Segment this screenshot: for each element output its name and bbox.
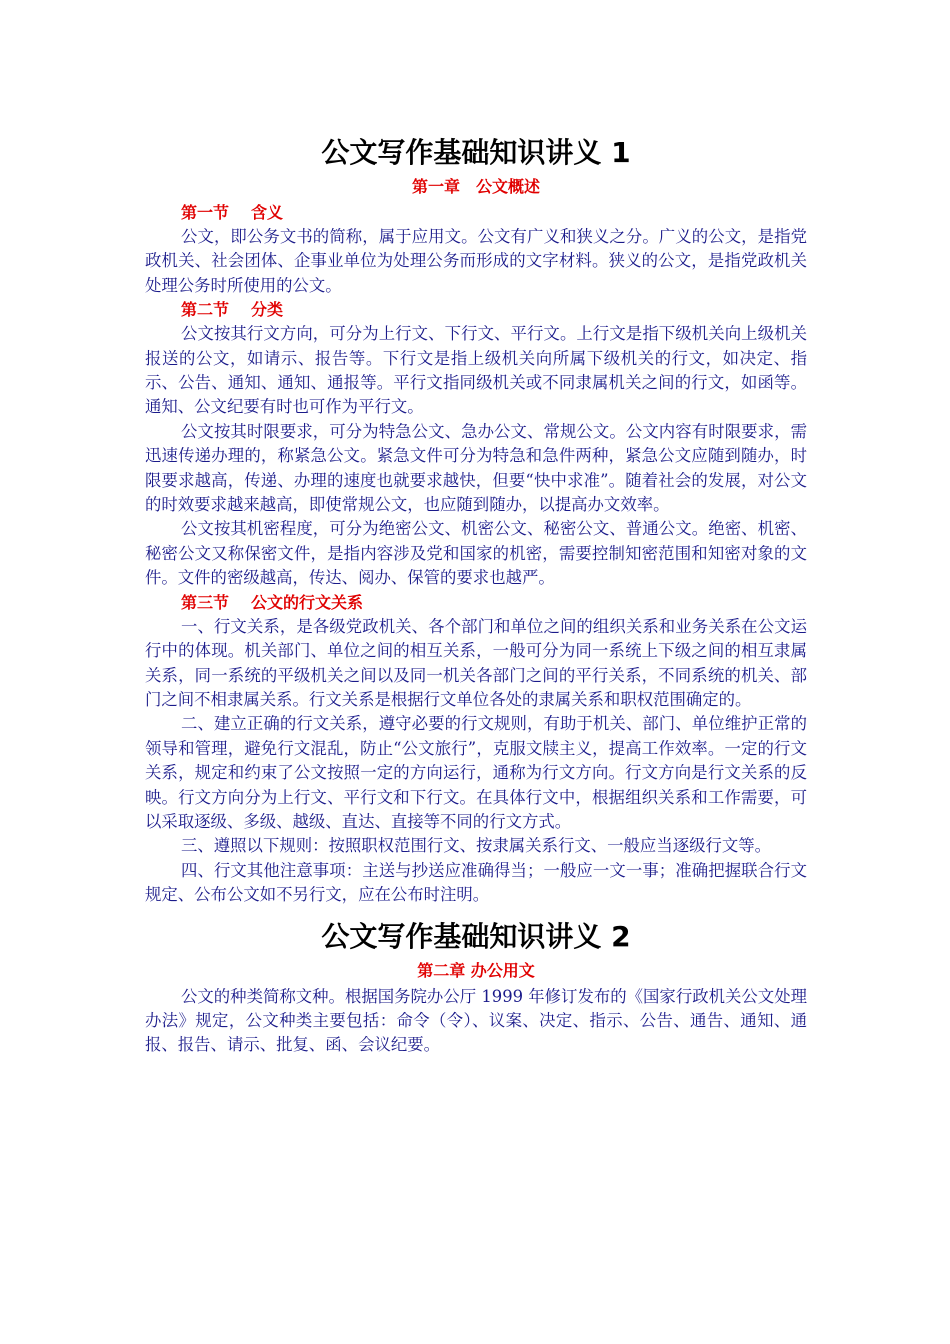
paragraph: 三、遵照以下规则：按照职权范围行文、按隶属关系行文、一般应当逐级行文等。 <box>181 836 772 856</box>
paragraph: 公文，即公务文书的简称，属于应用文。公文有广义和狭义之分。广义的公文，是指党政机关、社会团体、企事业单位为处理公务而形成的文字材料。狭义的公文，是指党政机关处理公务时所使用的公文。 <box>145 227 807 295</box>
paragraph: 公文按其时限要求，可分为特急公文、急办公文、常规公文。公文内容有时限要求，需迅速传递办理的，称紧急公文。紧急文件可分为特急和急件两种，紧急公文应随到随办，时限要求越高，传递、办理的速度也就要求越快，但要“快中求准”。随着社会的发展，对公文的时效要求越来越高，即使常规公文，也应随到随办，以提高办文效率。 <box>145 421 807 515</box>
paragraph: 公文的种类简称文种。根据国务院办公厅 1999 年修订发布的《国家行政机关公文处理办法》规定，公文种类主要包括：命令（令）、议案、决定、指示、公告、通告、通知、通报、报告、请示、批复、函、会议纪要。 <box>145 986 807 1055</box>
paragraph: 四、行文其他注意事项：主送与抄送应准确得当；一般应一文一事；准确把握联合行文规定、公布公文如不另行文，应在公布时注明。 <box>145 860 807 905</box>
paragraph: 二、建立正确的行文关系，遵守必要的行文规则，有助于机关、部门、单位维护正常的领导和管理，避免行文混乱，防止“公文旅行”，克服文牍主义，提高工作效率。一定的行文关系，规定和约束了公文按照一定的方向运行，通称为行文方向。行文方向是行文关系的反映。行文方向分为上行文、平行文和下行文。在具体行文中，根据组织关系和工作需要，可以采取逐级、多级、越级、直达、直接等不同的行文方式。 <box>145 714 807 831</box>
section-number: 第三节 <box>181 592 230 612</box>
lecture-title-1: 公文写作基础知识讲义 1 <box>321 136 631 169</box>
section-number: 第一节 <box>181 203 230 222</box>
lecture-title-2: 公文写作基础知识讲义 2 <box>321 919 631 953</box>
section-name: 分类 <box>251 300 284 320</box>
paragraph: 一、行文关系，是各级党政机关、各个部门和单位之间的组织关系和业务关系在公文运行中的体现。机关部门、单位之间的相互关系，一般可分为同一系统上下级之间的相互隶属关系，同一系统的平级机关之间以及同一机关各部门之间的平行关系，不同系统的机关、部门之间不相隶属关系。行文关系是根据行文单位各处的隶属关系和职权范围确定的。 <box>145 616 807 709</box>
section-heading-3 <box>145 591 807 615</box>
chapter-heading-2: 第二章 办公用文 <box>417 960 535 980</box>
paragraph: 公文按其行文方向，可分为上行文、下行文、平行文。上行文是指下级机关向上级机关报送的公文，如请示、报告等。下行文是指上级机关向所属下级机关的行文，如决定、指示、公告、通知、通知、通报等。平行文指同级机关或不同隶属机关之间的行文，如函等。通知、公文纪要有时也可作为平行文。 <box>145 324 807 417</box>
section-heading-2 <box>145 298 807 322</box>
paragraph: 公文按其机密程度，可分为绝密公文、机密公文、秘密公文、普通公文。绝密、机密、秘密公文又称保密文件，是指内容涉及党和国家的机密，需要控制知密范围和知密对象的文件。文件的密级越高，传达、阅办、保管的要求也越严。 <box>145 519 807 588</box>
section-number: 第二节 <box>181 300 230 320</box>
section-name: 含义 <box>251 203 284 222</box>
section-name: 公文的行文关系 <box>251 592 364 612</box>
chapter-heading-1: 第一章 公文概述 <box>411 177 540 196</box>
section-heading-1 <box>145 201 807 225</box>
document-content <box>145 133 807 1058</box>
